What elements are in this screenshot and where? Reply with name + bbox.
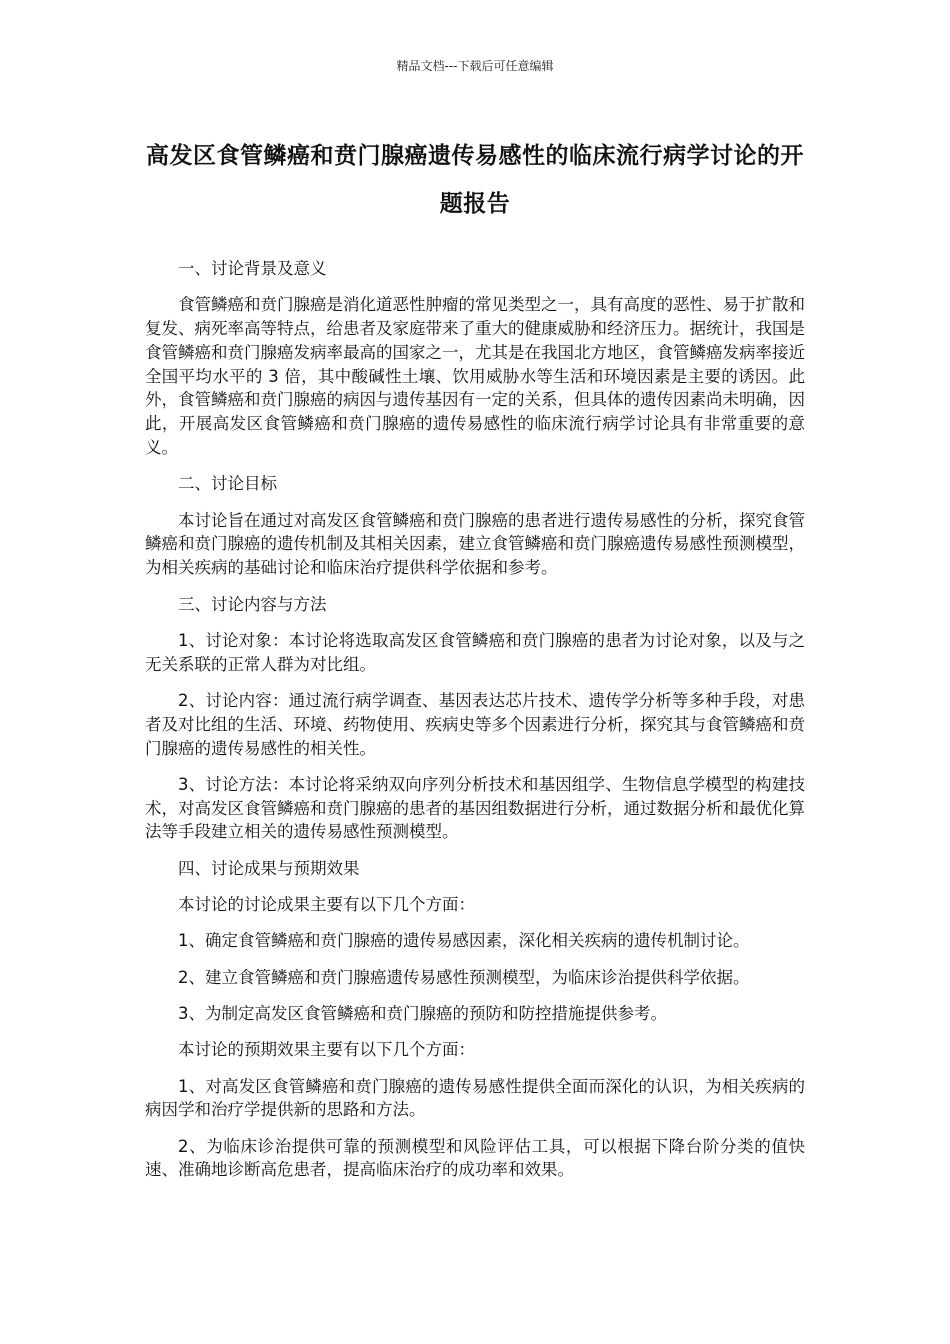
paragraph-content: 2、讨论内容：通过流行病学调查、基因表达芯片技术、遗传学分析等多种手段，对患者及对比组的生活、环境、药物使用、疾病史等多个因素进行分析，探究其与食管鳞癌和贲门腺癌的遗传易感性的相关性。 (145, 690, 805, 758)
list-item: 1、确定食管鳞癌和贲门腺癌的遗传易感因素，深化相关疾病的遗传机制讨论。 (178, 931, 750, 951)
list-item: 2、为临床诊治提供可靠的预测模型和风险评估工具，可以根据下降台阶分类的值快速、准确地诊断高危患者，提高临床治疗的成功率和效果。 (145, 1136, 805, 1180)
paragraph-method: 3、讨论方法：本讨论将采纳双向序列分析技术和基因组学、生物信息学模型的构建技术，对高发区食管鳞癌和贲门腺癌的患者的基因组数据进行分析，通过数据分析和最优化算法等手段建立相关的遗传易感性预测模型。 (145, 774, 805, 842)
list-item: 1、对高发区食管鳞癌和贲门腺癌的遗传易感性提供全面而深化的认识，为相关疾病的病因学和治疗学提供新的思路和方法。 (145, 1076, 805, 1120)
list-item: 3、为制定高发区食管鳞癌和贲门腺癌的预防和防控措施提供参考。 (178, 1003, 667, 1023)
paragraph-objectives: 本讨论旨在通过对高发区食管鳞癌和贲门腺癌的患者进行遗传易感性的分析，探究食管鳞癌和贲门腺癌的遗传机制及其相关因素，建立食管鳞癌和贲门腺癌遗传易感性预测模型，为相关疾病的基础讨论和临床治疗提供科学依据和参考。 (145, 510, 805, 578)
document-body (145, 257, 805, 1195)
section-heading-outcomes: 四、讨论成果与预期效果 (178, 858, 360, 878)
section-heading-background: 一、讨论背景及意义 (178, 259, 327, 278)
section-heading-objectives: 二、讨论目标 (178, 474, 277, 494)
section-heading-methods: 三、讨论内容与方法 (178, 594, 327, 614)
page-header: 精品文档---下载后可任意编辑 (396, 59, 554, 73)
paragraph-background: 食管鳞癌和贲门腺癌是消化道恶性肿瘤的常见类型之一，具有高度的恶性、易于扩散和复发、病死率高等特点，给患者及家庭带来了重大的健康威胁和经济压力。据统计，我国是食管鳞癌和贲门腺癌发病率最高的国家之一，尤其是在我国北方地区，食管鳞癌发病率接近全国平均水平的 3 倍，其中酸碱性土壤、饮用威胁水等生活和环境因素是主要的诱因。此外，食管鳞癌和贲门腺癌的病因与遗传基因有一定的关系，但具体的遗传因素尚未明确，因此，开展高发区食管鳞癌和贲门腺癌的遗传易感性的临床流行病学讨论具有非常重要的意义。 (145, 295, 805, 458)
paragraph-subjects: 1、讨论对象：本讨论将选取高发区食管鳞癌和贲门腺癌的患者为讨论对象，以及与之无关系联的正常人群为对比组。 (145, 630, 805, 674)
paragraph-outcomes-intro: 本讨论的讨论成果主要有以下几个方面： (178, 895, 475, 915)
paragraph-effects-intro: 本讨论的预期效果主要有以下几个方面： (178, 1040, 475, 1060)
document-title: 高发区食管鳞癌和贲门腺癌遗传易感性的临床流行病学讨论的开题报告 (146, 143, 804, 217)
list-item: 2、建立食管鳞癌和贲门腺癌遗传易感性预测模型，为临床诊治提供科学依据。 (178, 967, 750, 987)
